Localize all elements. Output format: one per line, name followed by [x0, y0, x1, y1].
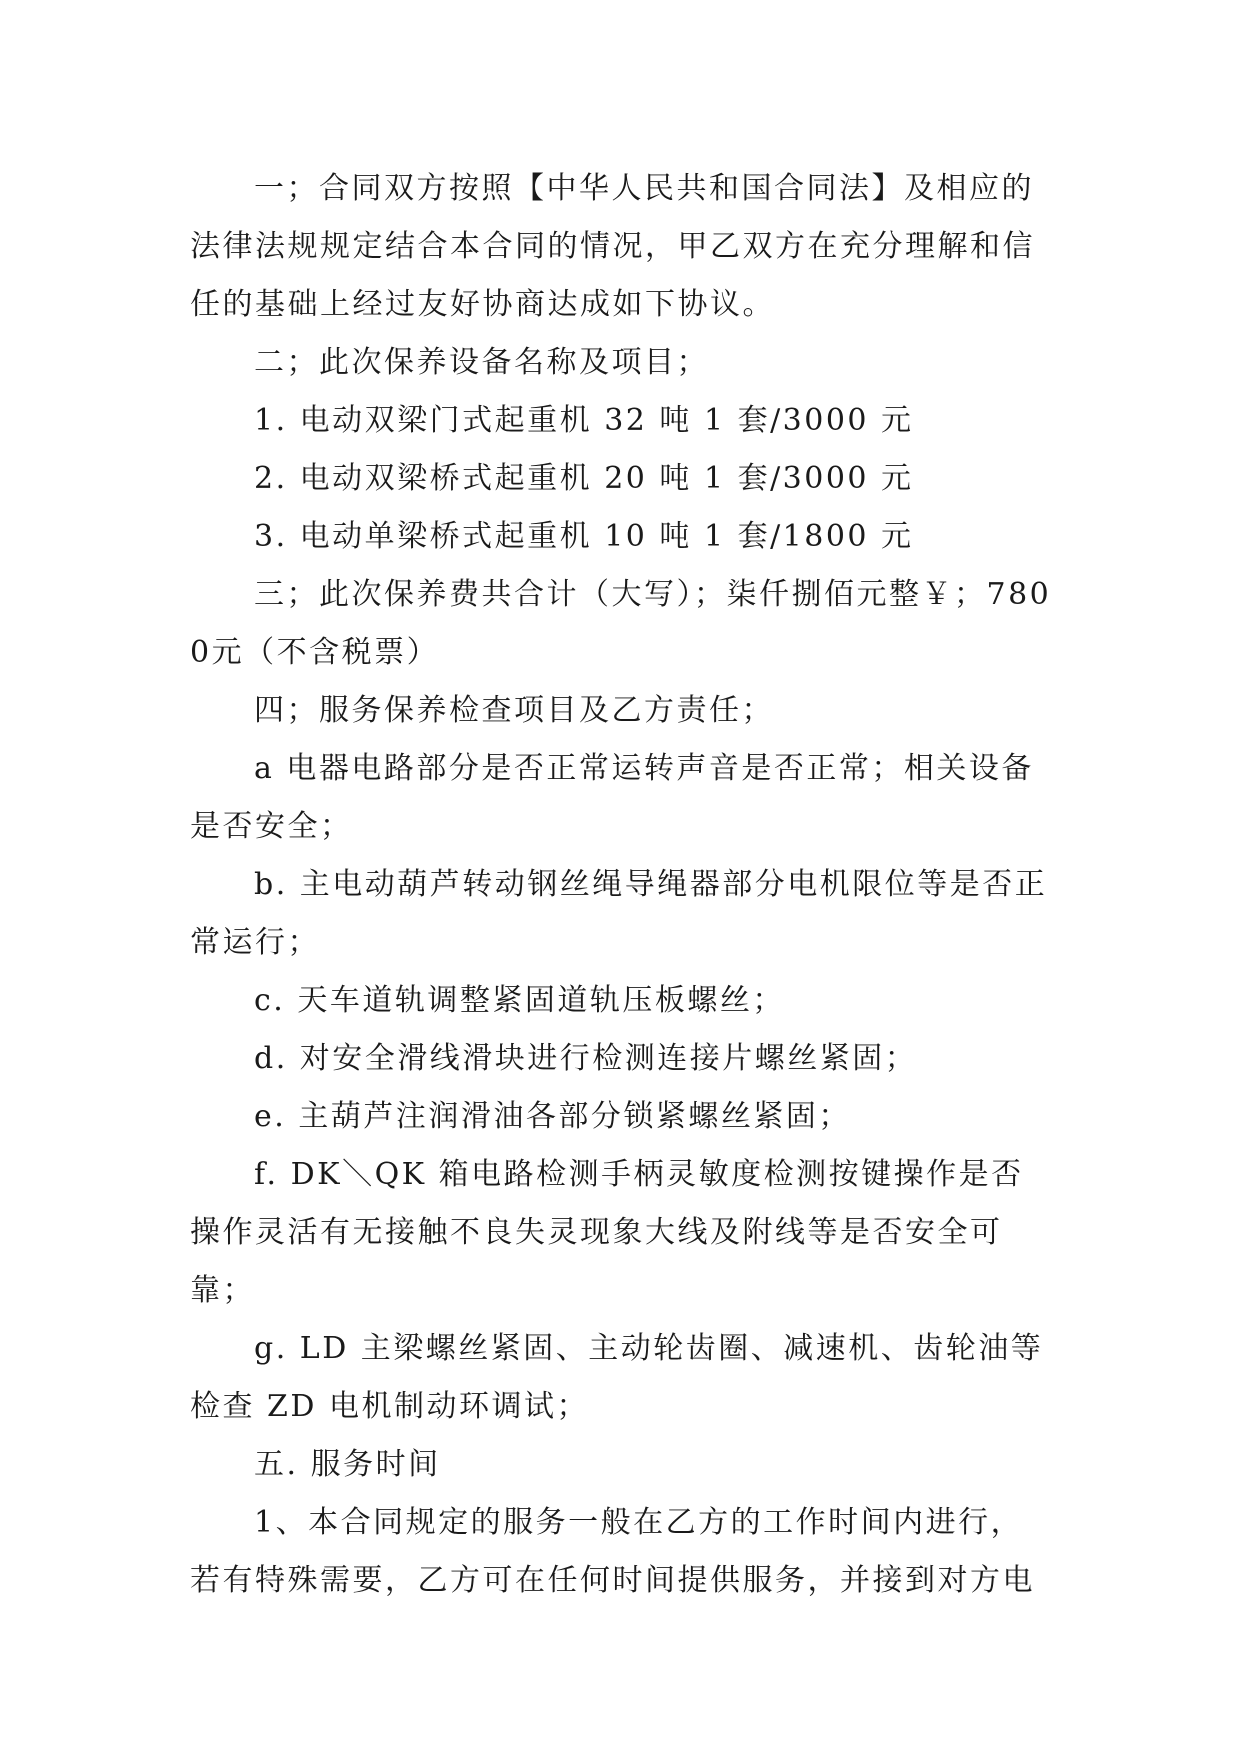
equipment-item-1: 1. 电动双梁门式起重机 32 吨 1 套/3000 元 — [254, 403, 914, 438]
equipment-item-3: 3. 电动单梁桥式起重机 10 吨 1 套/1800 元 — [254, 519, 914, 554]
inspection-item-a: a 电器电路部分是否正常运转声音是否正常；相关设备是否安全； — [190, 751, 1034, 844]
inspection-item-f: f. DK＼QK 箱电路检测手柄灵敏度检测按键操作是否操作灵活有无接触不良失灵现象大线及附线等是否安全可靠； — [190, 1157, 1024, 1308]
inspection-item-g: g. LD 主梁螺丝紧固、主动轮齿圈、减速机、齿轮油等检查 ZD 电机制动环调试； — [190, 1331, 1044, 1424]
equipment-item-2: 2. 电动双梁桥式起重机 20 吨 1 套/3000 元 — [254, 461, 914, 496]
inspection-item-d: d. 对安全滑线滑块进行检测连接片螺丝紧固； — [254, 1041, 918, 1076]
clause-2-heading: 二；此次保养设备名称及项目； — [254, 345, 709, 380]
clause-3-total-fee: 三；此次保养费共合计（大写）；柒仟捌佰元整￥；7800元（不含税票） — [190, 577, 1052, 670]
document-body — [190, 160, 1052, 1610]
clause-1-paragraph: 一；合同双方按照【中华人民共和国合同法】及相应的法律法规规定结合本合同的情况，甲乙双方在充分理解和信任的基础上经过友好协商达成如下协议。 — [190, 171, 1035, 322]
service-time-item-1: 1、本合同规定的服务一般在乙方的工作时间内进行，若有特殊需要，乙方可在任何时间提供服务，并接到对方电 — [190, 1505, 1035, 1598]
inspection-item-b: b. 主电动葫芦转动钢丝绳导绳器部分电机限位等是否正常运行； — [190, 867, 1048, 960]
clause-4-heading: 四；服务保养检查项目及乙方责任； — [254, 693, 774, 728]
inspection-item-c: c. 天车道轨调整紧固道轨压板螺丝； — [254, 983, 785, 1018]
clause-5-heading: 五. 服务时间 — [254, 1447, 441, 1482]
inspection-item-e: e. 主葫芦注润滑油各部分锁紧螺丝紧固； — [254, 1099, 851, 1134]
